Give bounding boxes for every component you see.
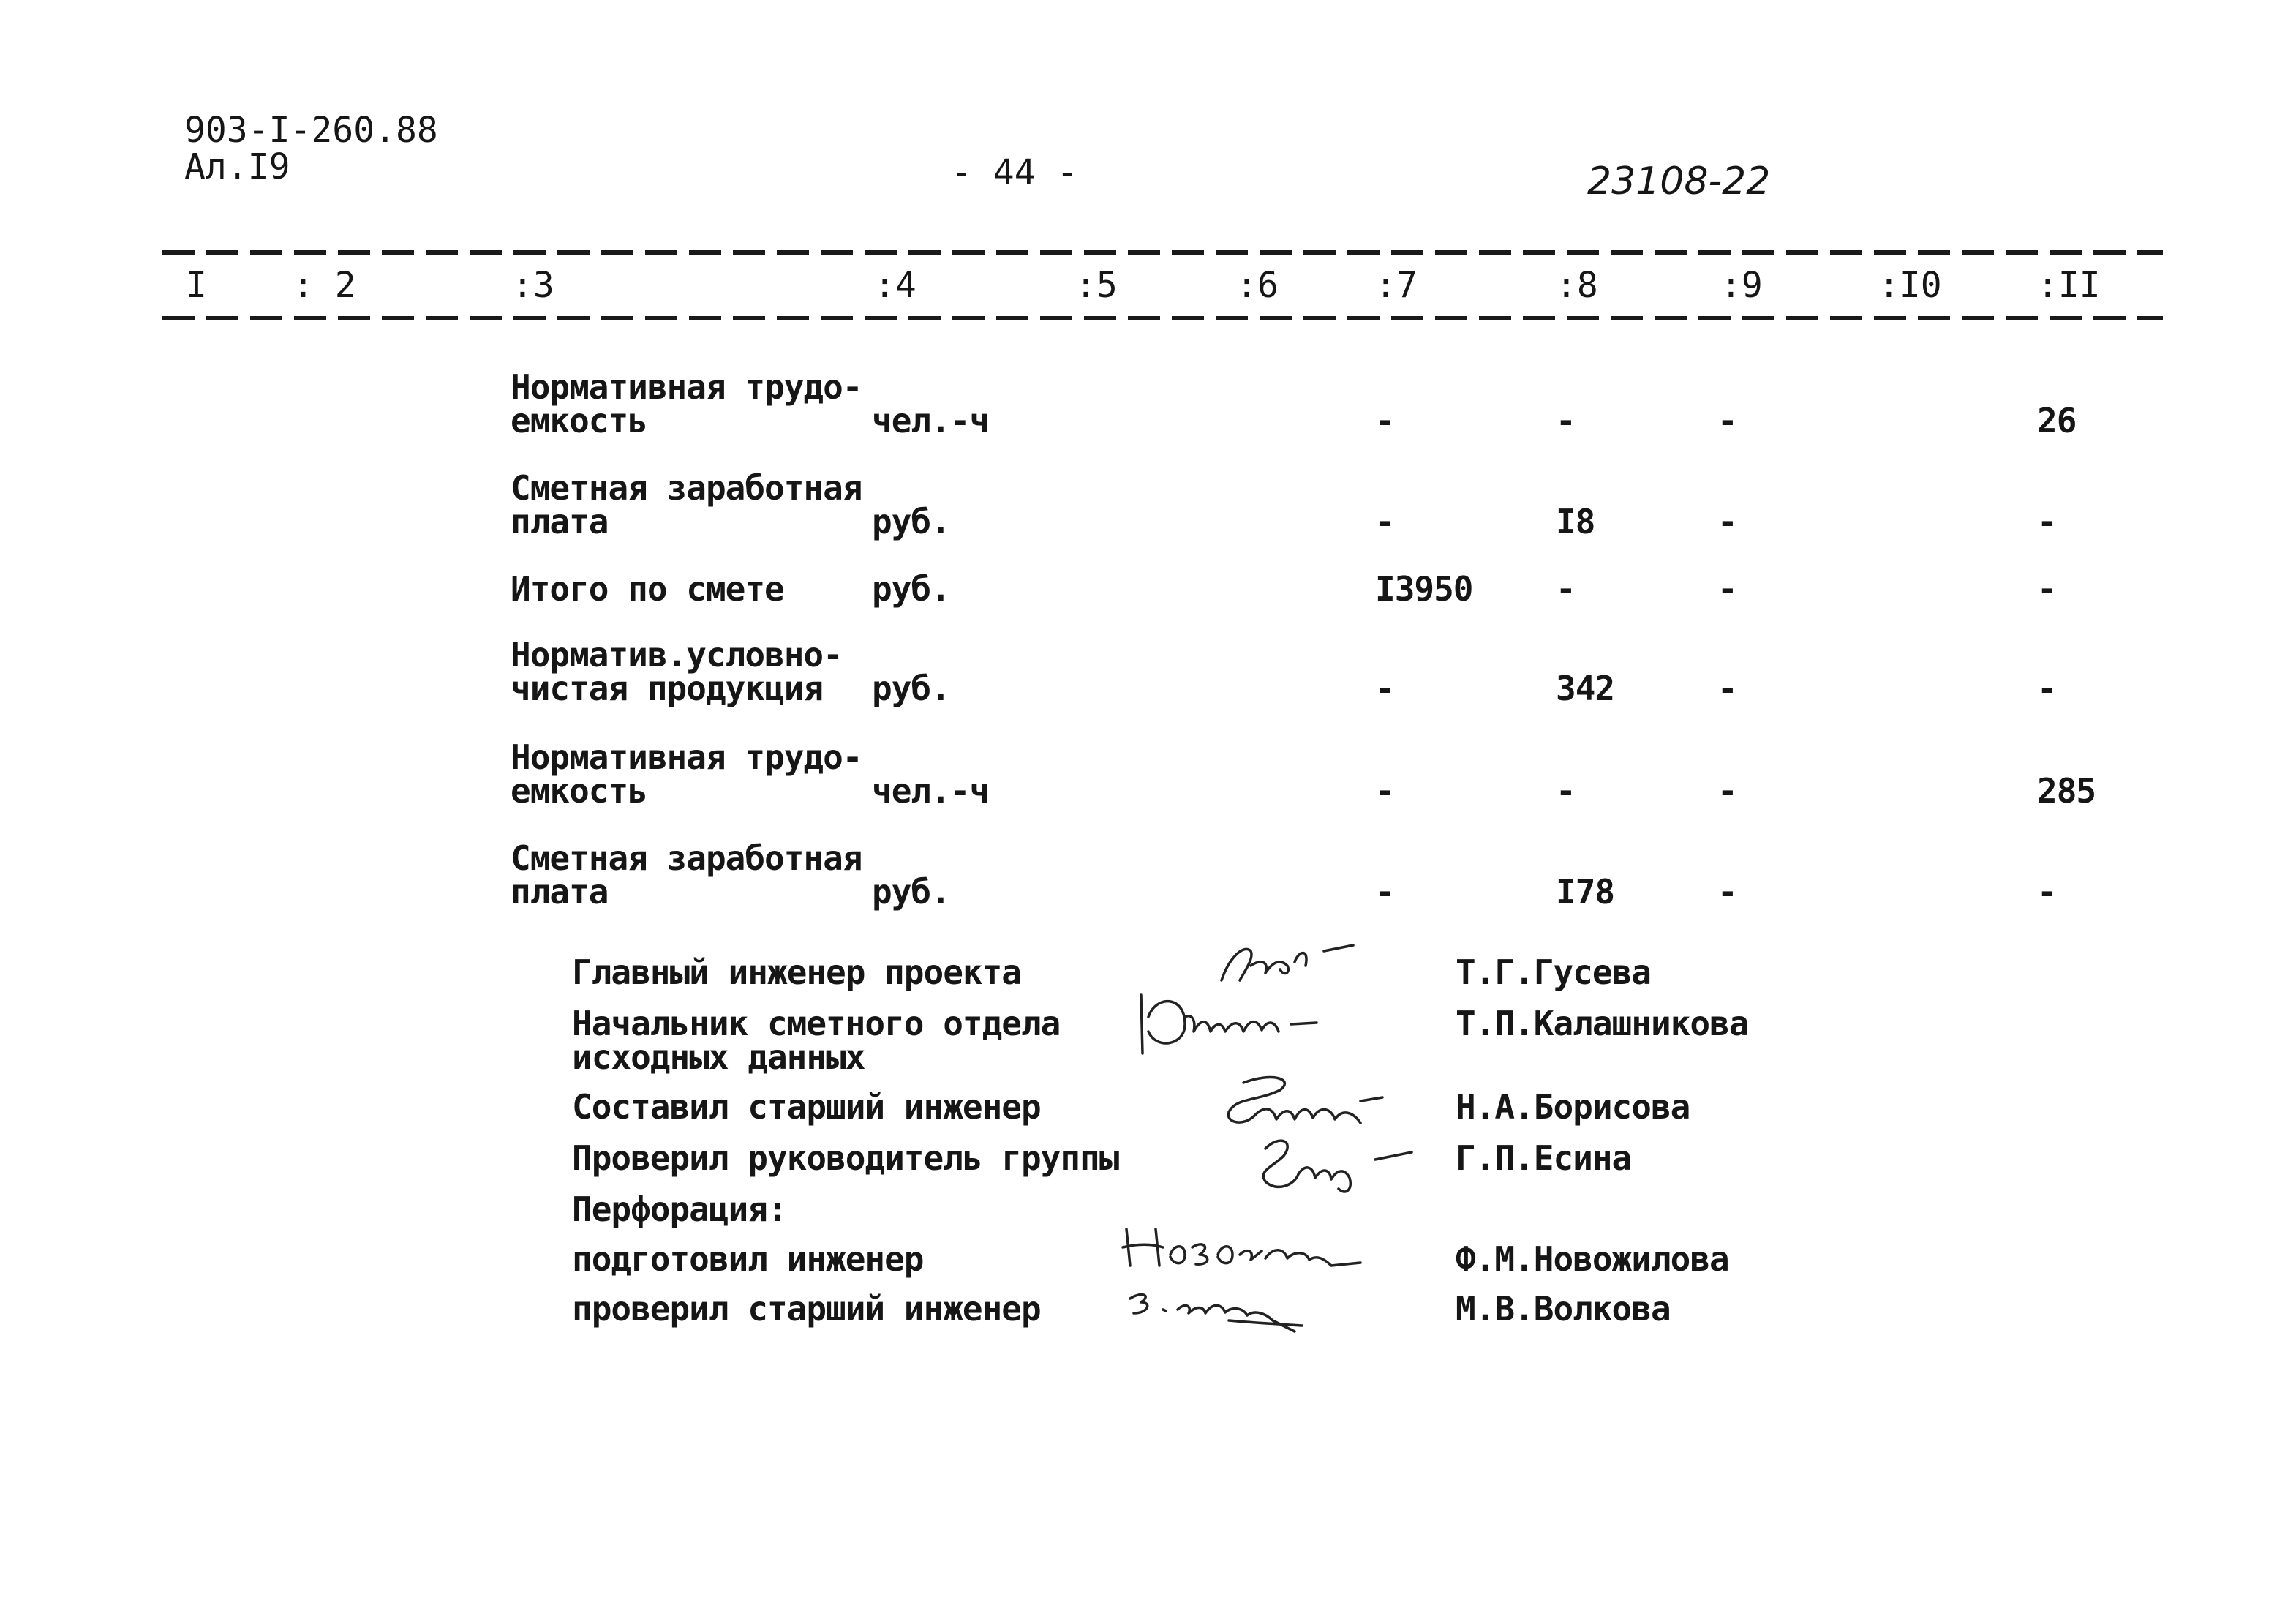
header-bottom-rule (162, 316, 2163, 320)
col9-cell: - (1717, 771, 1737, 811)
col8-cell: - (1556, 401, 1576, 440)
unit-cell: чел.-ч (872, 771, 990, 811)
sheet-number: Ал.I9 (184, 146, 290, 187)
inventory-number: 23108-22 (1587, 159, 1771, 203)
column-header: :I0 (1878, 265, 1942, 306)
signatory-name: Т.П.Калашникова (1456, 1004, 1749, 1043)
col11-cell: 26 (2037, 401, 2077, 440)
column-header: :8 (1556, 265, 1598, 306)
column-header: I (186, 265, 207, 306)
handwritten-signature (1119, 1280, 1353, 1339)
item-label-line2: чистая продукция (511, 669, 824, 708)
signatory-role: подготовил инженер (572, 1239, 924, 1279)
signatory-role: Проверил руководитель группы (572, 1138, 1119, 1178)
unit-cell: руб. (872, 872, 950, 912)
col7-cell: I3950 (1375, 569, 1473, 609)
unit-cell: руб. (872, 569, 950, 609)
col9-cell: - (1717, 401, 1737, 440)
document-code: 903-I-260.88 (184, 110, 438, 151)
item-label-line2: Итого по смете (511, 569, 784, 609)
signatory-role-cont: исходных данных (572, 1037, 865, 1077)
item-label-line1: Норматив.условно- (511, 635, 843, 675)
column-header: : 2 (293, 265, 356, 306)
signatory-name: М.В.Волкова (1456, 1289, 1671, 1329)
column-header: :II (2037, 265, 2101, 306)
perforation-title: Перфорация: (572, 1190, 787, 1229)
signatory-name: Ф.М.Новожилова (1456, 1239, 1729, 1279)
col7-cell: - (1375, 502, 1395, 541)
column-header: :6 (1236, 265, 1279, 306)
unit-cell: руб. (872, 502, 950, 541)
column-header: :5 (1075, 265, 1118, 306)
handwritten-signature (1134, 980, 1368, 1061)
signatory-name: Т.Г.Гусева (1456, 953, 1651, 992)
col7-cell: - (1375, 771, 1395, 811)
item-label-line2: плата (511, 872, 609, 912)
signatory-role: проверил старший инженер (572, 1289, 1041, 1329)
col9-cell: - (1717, 502, 1737, 541)
col9-cell: - (1717, 569, 1737, 609)
unit-cell: руб. (872, 669, 950, 708)
item-label-line1: Сметная заработная (511, 838, 862, 878)
col7-cell: - (1375, 401, 1395, 440)
unit-cell: чел.-ч (872, 401, 990, 440)
signatory-role: Начальник сметного отдела (572, 1004, 1061, 1043)
signatory-role: Главный инженер проекта (572, 953, 1021, 992)
col11-cell: - (2037, 502, 2057, 541)
item-label-line2: емкость (511, 401, 647, 440)
col7-cell: - (1375, 669, 1395, 708)
col8-cell: - (1556, 771, 1576, 811)
header-top-rule (162, 250, 2163, 255)
item-label-line1: Сметная заработная (511, 468, 862, 508)
column-header: :3 (512, 265, 554, 306)
col11-cell: - (2037, 872, 2057, 912)
col11-cell: - (2037, 669, 2057, 708)
col11-cell: 285 (2037, 771, 2096, 811)
item-label-line1: Нормативная трудо- (511, 367, 862, 407)
col8-cell: 342 (1556, 669, 1615, 708)
item-label-line2: емкость (511, 771, 647, 811)
item-label-line1: Нормативная трудо- (511, 737, 862, 777)
signatory-role: Составил старший инженер (572, 1087, 1041, 1127)
col9-cell: - (1717, 872, 1737, 912)
handwritten-signature (1112, 1214, 1375, 1280)
col8-cell: - (1556, 569, 1576, 609)
column-header: :9 (1720, 265, 1763, 306)
item-label-line2: плата (511, 502, 609, 541)
col7-cell: - (1375, 872, 1395, 912)
col9-cell: - (1717, 669, 1737, 708)
column-header: :7 (1375, 265, 1418, 306)
handwritten-signature (1243, 1127, 1434, 1200)
col8-cell: I78 (1556, 872, 1615, 912)
col8-cell: I8 (1556, 502, 1595, 541)
column-header: :4 (874, 265, 916, 306)
signatory-name: Г.П.Есина (1456, 1138, 1632, 1178)
signatory-name: Н.А.Борисова (1456, 1087, 1690, 1127)
col11-cell: - (2037, 569, 2057, 609)
page-number: - 44 - (951, 152, 1078, 193)
